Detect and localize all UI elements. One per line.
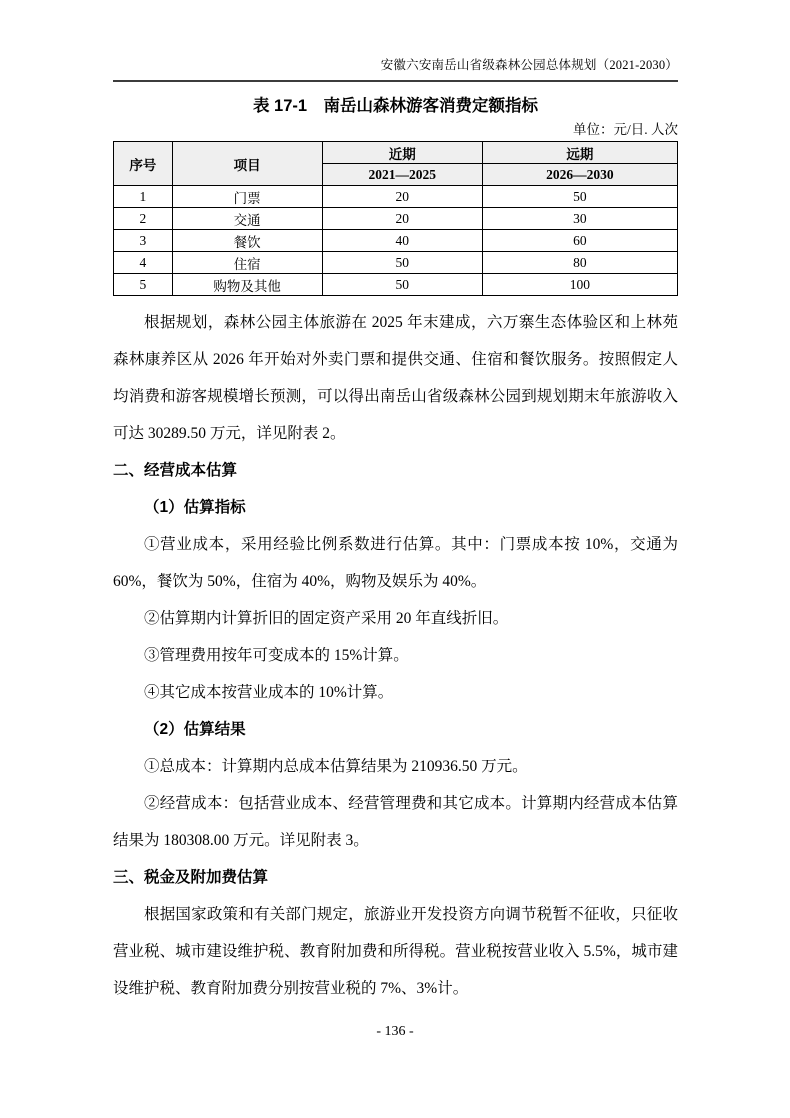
- col-header-item: 项目: [172, 142, 322, 186]
- col-header-near-period: 2021—2025: [322, 164, 482, 186]
- col-header-far-group: 远期: [482, 142, 677, 164]
- item-operating-cost-ratios: ①营业成本，采用经验比例系数进行估算。其中：门票成本按 10%，交通为 60%，餐饮为 50%，住宿为 40%，购物及娱乐为 40%。: [113, 536, 678, 590]
- cell-item: 购物及其他: [172, 274, 322, 296]
- cell-near-value: 20: [322, 186, 482, 208]
- table-row: [114, 252, 678, 274]
- table-header: [114, 142, 678, 186]
- table-header-row-groups: [114, 142, 678, 164]
- cell-near-value: 40: [322, 230, 482, 252]
- cell-item: 餐饮: [172, 230, 322, 252]
- body-text: [113, 304, 678, 1007]
- col-header-far-period: 2026—2030: [482, 164, 677, 186]
- cell-far-value: 100: [482, 274, 677, 296]
- table-row: [114, 274, 678, 296]
- cell-no: 3: [114, 230, 173, 252]
- item-other-cost: ④其它成本按营业成本的 10%计算。: [144, 684, 394, 701]
- paragraph-revenue-forecast: 根据规划，森林公园主体旅游在 2025 年末建成，六万寨生态体验区和上林苑森林康养区从 2026 年开始对外卖门票和提供交通、住宿和餐饮服务。按照假定人均消费和游客规模增长预测，可以得出南岳山省级森林公园到规划期末年旅游收入可达 30289.50 万元，详见附表 2。: [113, 314, 678, 442]
- table-body: [114, 186, 678, 296]
- cell-item: 交通: [172, 208, 322, 230]
- page-number: - 136 -: [376, 1024, 414, 1039]
- subheading-estimate-results: （2）估算结果: [144, 721, 246, 738]
- table-row: [114, 186, 678, 208]
- page-content: [113, 0, 678, 1007]
- cell-item: 住宿: [172, 252, 322, 274]
- cell-no: 4: [114, 252, 173, 274]
- col-header-near-group: 近期: [322, 142, 482, 164]
- heading-tax-surcharge: 三、税金及附加费估算: [113, 869, 269, 886]
- cell-far-value: 30: [482, 208, 677, 230]
- table-row: [114, 208, 678, 230]
- subheading-estimate-indicators: （1）估算指标: [144, 499, 246, 516]
- cell-far-value: 80: [482, 252, 677, 274]
- table-caption: 表 17-1 南岳山森林游客消费定额指标: [252, 97, 539, 115]
- cell-far-value: 50: [482, 186, 677, 208]
- item-management-fee: ③管理费用按年可变成本的 15%计算。: [144, 647, 409, 664]
- cell-no: 5: [114, 274, 173, 296]
- cell-near-value: 50: [322, 274, 482, 296]
- cell-item: 门票: [172, 186, 322, 208]
- col-header-no: 序号: [114, 142, 173, 186]
- item-depreciation: ②估算期内计算折旧的固定资产采用 20 年直线折旧。: [144, 610, 509, 627]
- heading-operating-cost: 二、经营成本估算: [113, 462, 238, 479]
- cell-near-value: 20: [322, 208, 482, 230]
- cell-no: 2: [114, 208, 173, 230]
- page-footer: [0, 1022, 790, 1042]
- running-head: 安徽六安南岳山省级森林公园总体规划（2021-2030）: [113, 57, 678, 82]
- result-operating-cost: ②经营成本：包括营业成本、经营管理费和其它成本。计算期内经营成本估算结果为 180308.00 万元。详见附表 3。: [113, 795, 678, 849]
- cell-far-value: 60: [482, 230, 677, 252]
- cell-near-value: 50: [322, 252, 482, 274]
- cell-no: 1: [114, 186, 173, 208]
- table-row: [114, 230, 678, 252]
- table-unit-note: 单位：元/日. 人次: [572, 122, 678, 137]
- result-total-cost: ①总成本：计算期内总成本估算结果为 210936.50 万元。: [144, 758, 528, 775]
- paragraph-tax-policy: 根据国家政策和有关部门规定，旅游业开发投资方向调节税暂不征收，只征收营业税、城市建设维护税、教育附加费和所得税。营业税按营业收入 5.5%，城市建设维护税、教育附加费分别按营业税的 7%、3%计。: [113, 906, 678, 997]
- consumption-quota-table: [113, 141, 678, 296]
